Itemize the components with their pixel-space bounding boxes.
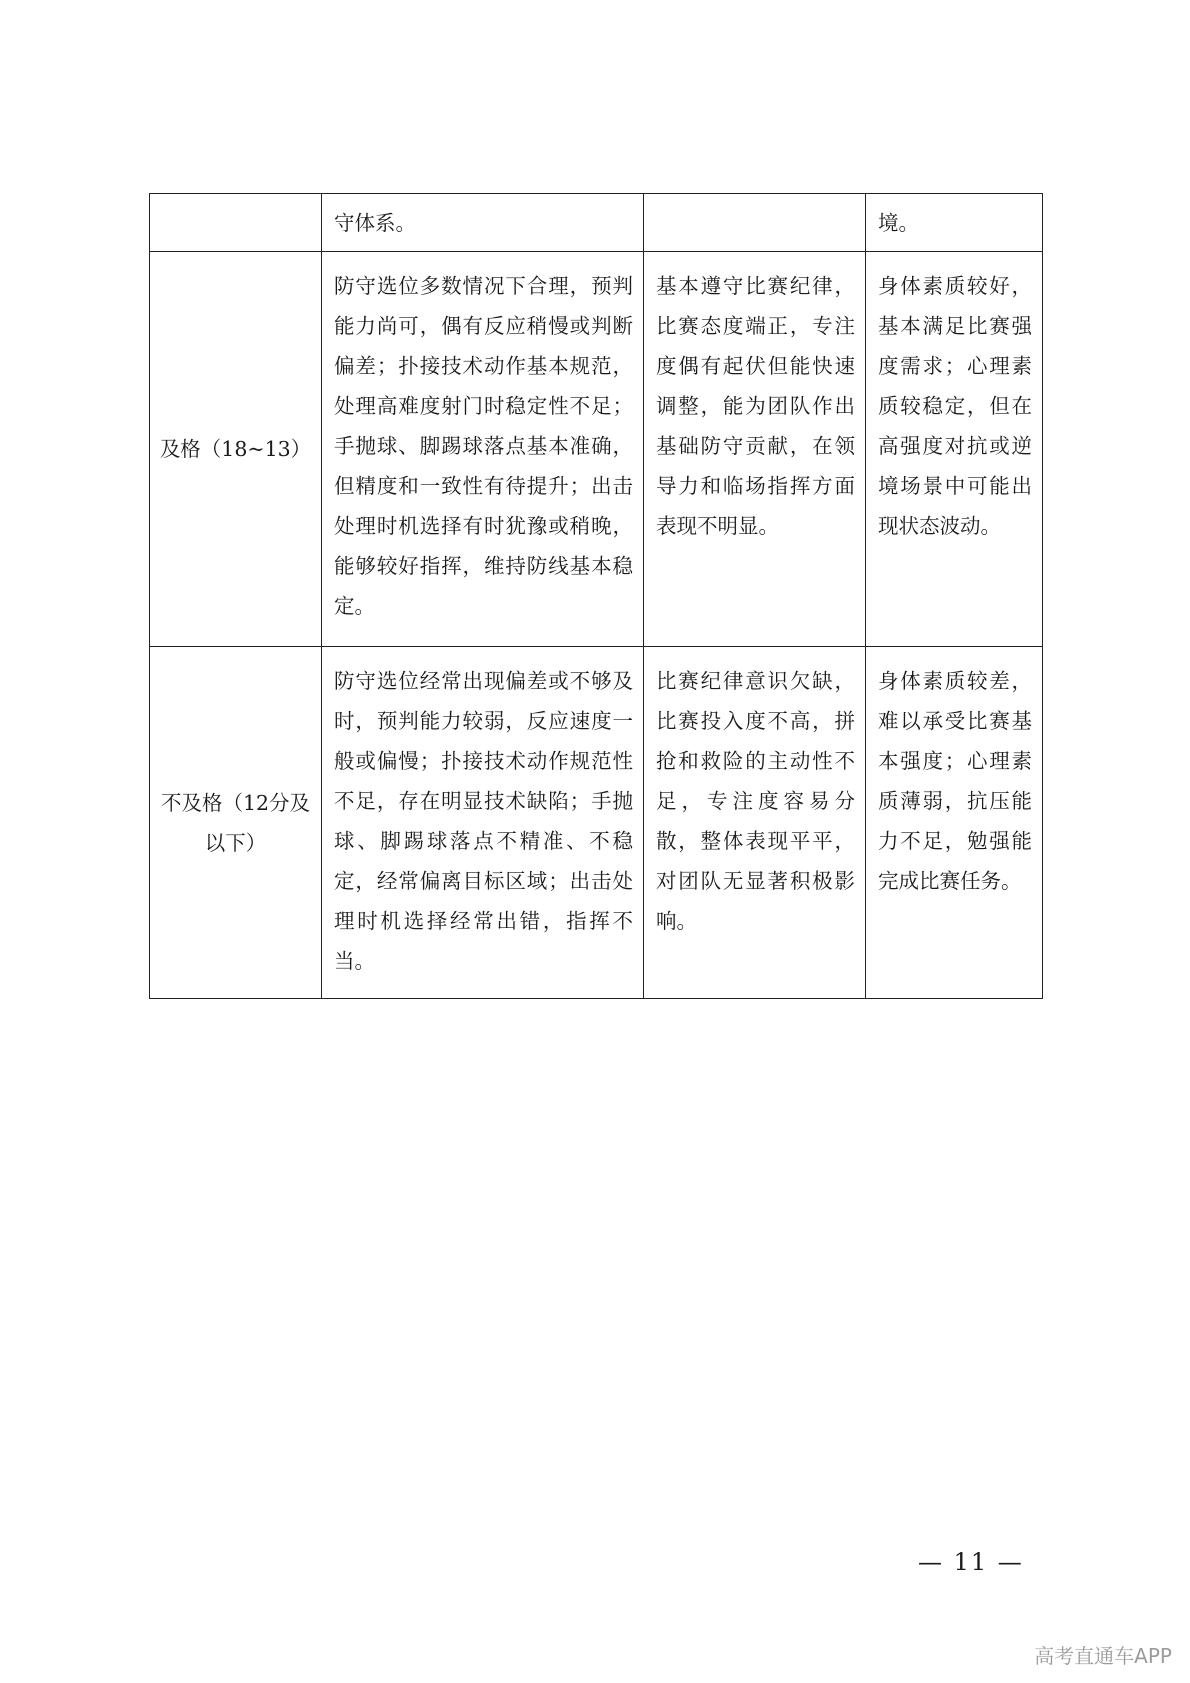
table-row (150, 252, 1043, 647)
physical-cell: 境。 (866, 194, 1043, 252)
technique-cell: 防守选位经常出现偏差或不够及时，预判能力较弱，反应速度一般或偏慢；扑接技术动作规范性不足，存在明显技术缺陷；手抛球、脚踢球落点不精准、不稳定，经常偏离目标区域；出击处理时机选择经常出错，指挥不当。 (322, 647, 644, 999)
technique-cell: 守体系。 (322, 194, 644, 252)
grade-cell: 不及格（12分及以下） (150, 647, 322, 999)
physical-cell: 身体素质较差，难以承受比赛基本强度；心理素质薄弱，抗压能力不足，勉强能完成比赛任务。 (866, 647, 1043, 999)
attitude-cell: 基本遵守比赛纪律，比赛态度端正，专注度偶有起伏但能快速调整，能为团队作出基础防守贡献，在领导力和临场指挥方面表现不明显。 (644, 252, 866, 647)
watermark-text: 高考直通车APP (1034, 1644, 1172, 1668)
physical-cell: 身体素质较好，基本满足比赛强度需求；心理素质较稳定，但在高强度对抗或逆境场景中可能出现状态波动。 (866, 252, 1043, 647)
attitude-cell: 比赛纪律意识欠缺，比赛投入度不高，拼抢和救险的主动性不足，专注度容易分散，整体表现平平，对团队无显著积极影响。 (644, 647, 866, 999)
attitude-cell (644, 194, 866, 252)
technique-cell: 防守选位多数情况下合理，预判能力尚可，偶有反应稍慢或判断偏差；扑接技术动作基本规范，处理高难度射门时稳定性不足；手抛球、脚踢球落点基本准确，但精度和一致性有待提升；出击处理时机选择有时犹豫或稍晚，能够较好指挥，维持防线基本稳定。 (322, 252, 644, 647)
grade-cell: 及格（18~13） (150, 252, 322, 647)
page-number: — 11 — (918, 1548, 1024, 1576)
evaluation-table (149, 193, 1043, 999)
table-row (150, 647, 1043, 999)
table-row (150, 194, 1043, 252)
grade-cell (150, 194, 322, 252)
